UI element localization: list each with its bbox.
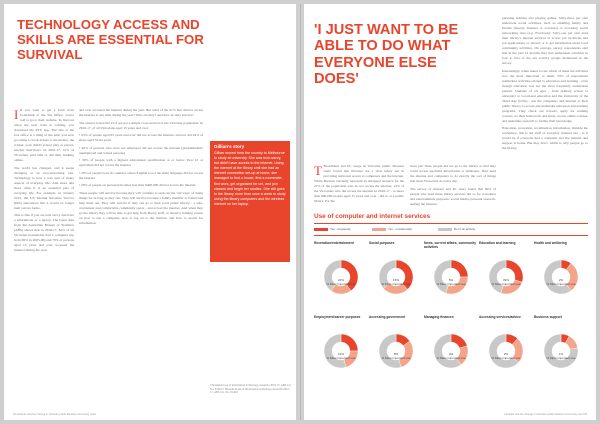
donut-panel [534, 241, 588, 314]
panel-label: Social purposes [369, 241, 395, 245]
donut-center-label [488, 353, 524, 360]
panel-label: Business support [534, 315, 562, 319]
donut-chart [433, 333, 469, 369]
donut-panel [479, 241, 533, 314]
donut-center-label [378, 353, 414, 360]
donut-panel [424, 315, 478, 388]
donut-center-label [543, 279, 579, 286]
most-important-caption: % Most important use [326, 355, 356, 360]
bullet-item: • 40% of persons who were not employed did not access the internet (predominantly unemployed and retired persons) [79, 145, 203, 155]
donut-chart [488, 333, 524, 369]
donut-chart [543, 259, 579, 295]
chart-top-rule [314, 223, 588, 224]
panel-label: Health and wellbeing [534, 241, 567, 245]
donut-slice [451, 334, 467, 348]
donut-panel [314, 241, 368, 314]
donut-slice [451, 260, 468, 277]
footnotes: ¹ Household use of information technology, Australia 2016-17, ABS Cat. No. 8146.0 ² Household use of information technology, Australia 2016-17, ABS Cat. No. 8146.0 [210, 384, 292, 395]
donut-center-label [433, 353, 469, 360]
donut-panel [369, 315, 423, 388]
donut-panel [479, 315, 533, 388]
panel-label: Recreation/entertainment [314, 241, 354, 245]
left-page-title: TECHNOLOGY ACCESS AND SKILLS ARE ESSENTIAL FOR SURVIVAL [17, 17, 204, 62]
right-column-1: T Broadband and PC usage in Victorian public libraries study found that libraries are a vital safety net in providing universal access to computers and the internet. While libraries currently represent an untapped resource for the 21% of the population who do not access the internet, 13% of the Victorians who did access the internet in 2016-17 - or more than 600,000 people aged 15 years and over - did so at a public library. For the [314, 164, 404, 203]
donut-chart [378, 259, 414, 295]
most-important-value: 2% [503, 352, 509, 356]
legend-item: Yes - frequently [314, 226, 351, 232]
most-important-value: 5% [448, 278, 454, 282]
most-important-value: 3% [448, 352, 454, 356]
paragraph: The answer is that the 21% are not a simple cross-section of the Victorian population. In 2016-17, of all Victorians aged 15 years and over: [79, 120, 203, 130]
chart-title: Use of computer and internet services [314, 213, 431, 220]
bullet-item: • 28% of people on personal incomes less than $400,000 did not access the internet. [79, 183, 197, 187]
most-important-caption: % Most important use [436, 355, 466, 360]
most-important-value: 2% [558, 278, 564, 282]
legend-swatch [372, 228, 386, 231]
donut-center-label [378, 279, 414, 286]
most-important-caption: % Most important use [546, 281, 576, 286]
legend-swatch [314, 228, 328, 231]
donut-center-label [433, 279, 469, 286]
panel-label: News, current affairs, community activities [424, 241, 477, 249]
right-column-2 [410, 164, 496, 209]
most-important-value: 5% [393, 352, 399, 356]
donut-panel [424, 241, 478, 314]
bullet-item: • 30% of people with a highest educational qualification at or below Year 12 or equivalent did not access the internet [79, 158, 203, 167]
right-footer: Libraries and the change in Victorian public libraries community need 23 [504, 413, 587, 416]
most-important-caption: % Most important use [546, 355, 576, 360]
most-important-caption: % Most important use [381, 355, 411, 360]
left-column-2 [79, 108, 203, 404]
paragraph: Interestingly, when asked to rate which of these ten activities was the most important to them, 33% of respondents nominated activities related to education and learning - even though education was not the most frequently undertaken pursuit. Students of all ages - from primary school to university to vocational education and the University of the Third Age (U3A) - use the computers and internet at their public library to access and undertake education and learning programs. They check out schools, apply for training courses, do their homework and study, access online courses, and undertake research to further their knowledge. [502, 68, 588, 123]
most-important-caption: % Most important use [436, 281, 466, 286]
donut-chart [323, 259, 359, 295]
paragraph: and over accessed the internet during the year. But what of the 21% that did not access the internet at any time during the year? Who are they? And how do they survive? [79, 108, 203, 117]
donut-center-label [488, 279, 524, 286]
story-title: Gillian's story [214, 144, 245, 149]
paragraph: The survey of internet and PC users found that 60% of people who used these library services did so for recreation and entertainment purposes: social media, personal research, surfing the internet, [410, 186, 496, 206]
left-footer: 22 Libraries and the change in Victorian public libraries community need [13, 413, 96, 416]
donut-panel [369, 241, 423, 314]
paragraph: Education, recreation, socialisation, information, Outside the workplace, this is the stuff of everyday internet use - as it would be if everyone had a computer and the internet and support at home. But they don't, which is why people go to the library. [502, 126, 588, 150]
donut-panel [314, 315, 368, 388]
most-important-caption: % Most important use [491, 281, 521, 286]
paragraph: The world has changed, and it keeps changing at an ever-increasing rate. Technology is now a core part of many aspects of everyday life. And more and more often it is an essential part of everyday life. For example, in January 2015, the US Internal Revenue Service (IRS) announced that it would no longer mail out tax forms. [14, 165, 74, 210]
gillian-story-box [210, 141, 290, 262]
most-important-value: 12% [337, 352, 344, 356]
legend-item: Yes - occasionally [372, 226, 412, 232]
donut-center-label [543, 353, 579, 360]
paragraph: Broadband and PC usage in Victorian public libraries study found that libraries are a vital safety net in providing universal access to computers and the internet. While libraries currently represent an untapped resource for the 21% of the population who do not access the internet, 13% of the Victorians who did access the internet in 2016-17 - or more than 600,000 people aged 15 years and over - did so at a public library. For the [314, 164, 404, 203]
panel-label: Managing finances [424, 315, 454, 319]
most-important-value: 1% [558, 352, 564, 356]
donut-panel [534, 315, 588, 388]
panel-label: Employment/career purposes [314, 315, 361, 319]
donut-slice [341, 334, 358, 351]
donut-center-label [323, 353, 359, 360]
panel-label: Education and learning [479, 241, 516, 245]
legend-item: Don't do activity [438, 226, 475, 232]
bullet-item: • 63% of people aged 65 years and over did not access the internet, and nor did 29% of those aged 55-64 years [79, 133, 203, 142]
story-text: Gillian moved from the country to Melbourne to study at university. She was tech-savvy, but didn't have access to the internet. Using the internet at the library until she had an internet connection set-up at home, she managed to find a house, find a roommate, find work, get organised for uni, and join classes and begin her studies. She still goes to the library more than once a week to study using the library computers and the wireless internet on her laptop. [214, 151, 286, 206]
bullet-item: • 29% of people born in countries where English is not the main language did not access the internet [79, 170, 203, 180]
right-page [304, 4, 596, 420]
legend-swatch [438, 228, 452, 231]
donut-chart [543, 333, 579, 369]
paragraph: pursuing hobbies and playing games. Sixty-three per cent undertook social activities, such as emailing family and friends (mostly, Internet or overseas) or accessing social networking sites (e.g. Facebook). Sixty-one per cent used their library's internet services to access job vacancies and job applications, or abroad, or to get information about local community activities. On average, survey respondents said that in the past 12 months they had undertaken activities in four to five of the ten activity groups mentioned in the survey. [502, 16, 588, 65]
paragraph: If you want to get a form from Centrelink or the Tax Office, you're told to go to their website. To find out when the next train is coming, you download the PTV app. The line at the box office is a thing of the past; you now go online to book tickets to the theatre, the cricket, your child's school play or parent-teacher interviews. In 2016-17, 41% of Victorians paid bills or did their banking online. [14, 108, 74, 162]
right-column-3 [502, 16, 588, 210]
paragraph: This is fine if you are tech savvy and have a smartphone or a laptop. The latest data from the Australian Bureau of Statistics (ABS) shows that in 2016-17, 82% of all Victorian households had a computer (up from 69% in 2005-06) and 79% of persons aged 15 years and over accessed the internet during the year. [14, 213, 74, 252]
spine-divider [300, 4, 301, 420]
right-page-title: 'I JUST WANT TO BE ABLE TO DO WHAT EVERYONE ELSE DOES' [314, 22, 459, 88]
panel-label: Accessing services/advice [479, 315, 521, 319]
most-important-caption: % Most important use [491, 355, 521, 360]
donut-center-label [323, 279, 359, 286]
donut-chart [488, 259, 524, 295]
paragraph: most part these people did not go to the library so that they could access specialist information or databases. They used the internet and computers to do exactly the sort of things that most Victorians do every day. [410, 164, 496, 183]
most-important-value: 15% [392, 278, 399, 282]
panel-label: Accessing government [369, 315, 406, 319]
chart-legend [314, 226, 584, 234]
donut-chart [433, 259, 469, 295]
paragraph: These people will survive because they will continue to seek out the 'old ways' of doing things for as long as they can. They will survive because a family member or friend will help them out. They will survive if they can go to their local public library - a safe, convenient and comfortable community space - and access the internet. And when they go the library they will be able to get help from library staff, or attend a training course on how to use a computer, how to log on to the internet, and how to search for information. [79, 190, 203, 225]
most-important-caption: % Most important use [381, 281, 411, 286]
left-page [4, 4, 296, 420]
donut-chart [323, 333, 359, 369]
most-important-caption: % Most important use [326, 281, 356, 286]
most-important-value: 22% [337, 278, 344, 282]
legend-rule [314, 235, 588, 236]
most-important-value: 33% [502, 278, 509, 282]
donut-chart [378, 333, 414, 369]
left-column-1: I If you want to get a form from Centrelink or the Tax Office, you're told to go to their website. To find out when the next train is coming, you download the PTV app. The line at the box office is a thing of the past; you now go online to book tickets to the theatre, the cricket, your child's school play or parent-teacher interviews. In 2016-17, 41% of Victorians paid bills or did their banking online. The world has changed, and it keeps changing at an ever-increasing rate. Technology is now a core part of many aspects of everyday life. And more and more often it is an essential part of everyday life. For example, in January 2015, the US Internal Revenue Service (IRS) announced that it would no longer mail out tax forms. This is fine if you are tech savvy and have a smartphone or a laptop. The latest data from the Australian Bureau of Statistics (ABS) shows that in 2016-17, 82% of all Victorian households had a computer (up from 69% in 2005-06) and 79% of persons aged 15 years and over accessed the internet during the year. [14, 108, 74, 252]
